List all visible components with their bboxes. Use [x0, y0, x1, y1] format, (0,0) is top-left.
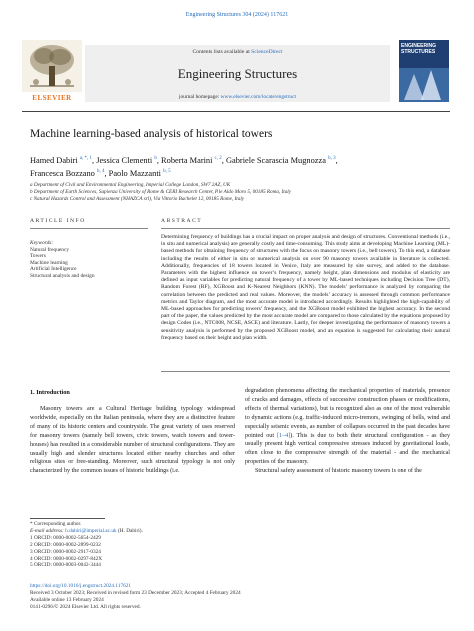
keywords-label: Keywords:	[30, 240, 54, 246]
journal-title: Engineering Structures	[177, 66, 298, 81]
author-name[interactable]: Jessica Clementi	[96, 155, 153, 165]
homepage-link[interactable]: www.elsevier.com/locate/engstruct	[220, 94, 297, 100]
author-name[interactable]: Francesca Bozzano	[30, 168, 95, 178]
author-separator: ,	[156, 155, 162, 165]
corresponding-author-note: * Corresponding author.	[30, 521, 82, 527]
keyword-item: Structural analysis and design	[30, 272, 95, 279]
author-sup[interactable]: a, *, 1	[79, 156, 93, 161]
affiliation: b Department of Earth Sciences, Sapienza University of Rome & CERI Research Center, P.le Aldo Moro 5, 00185 Roma, Italy	[30, 189, 292, 195]
author-name[interactable]: Hamed Dabiri	[30, 155, 78, 165]
introduction-paragraph: Structural safety assessment of historic masonry towers is one of the	[255, 468, 422, 475]
abstract-rule	[161, 228, 450, 229]
keyword-item: Natural frequency	[30, 246, 70, 253]
author-sup[interactable]: b, 5	[163, 168, 171, 174]
author-separator: ,	[104, 168, 109, 178]
abstract-bottom-rule	[161, 371, 450, 372]
journal-homepage	[85, 94, 390, 100]
email-link[interactable]: h.dabiri@imperial.ac.uk	[65, 527, 117, 534]
keyword-item: Towers	[30, 253, 46, 260]
keywords-block	[30, 240, 95, 280]
affiliation: c Natural Hazards Control and Assessment (NHAZCA srl), Via Vittorio Bachelet 12, 00185 Rome, Italy	[30, 196, 245, 202]
footnote-divider	[30, 518, 105, 519]
article-info-rule	[30, 228, 148, 229]
keyword-item: Artificial Intelligence	[30, 266, 77, 273]
author-sup[interactable]: b, 4	[96, 168, 105, 174]
section-heading-introduction: 1. Introduction	[30, 389, 70, 396]
introduction-left-column: Masonry towers are a Cultural Heritage building typology widespread worldwide, especially on the Italian peninsula, where they are a distinctive feature of many of its historic centers and countryside. The great variety of uses reserved for masonry towers (namely bell towers, civic towers, watch towers and tower-houses) has resulted in a considerable number of structural configurations. They are usually high and slender structures located either nearby churches and other religious sites or free-standing. Moreover, such structural typology is not only characterized by the common issues of historic buildings (i.e.	[30, 406, 235, 475]
publisher-name: ELSEVIER	[32, 94, 72, 102]
affiliation: a Department of Civil and Environmental Engineering, Imperial College London, SW7 2AZ, UK	[30, 182, 231, 188]
article-metadata	[30, 583, 241, 611]
homepage-prefix: journal homepage:	[178, 94, 221, 100]
cover-title-line2: STRUCTURES	[401, 48, 436, 55]
author-separator: ,	[92, 155, 97, 165]
introduction-text: degradation phenomena affecting the mechanical properties of materials, presence of cracks and damages, effects of successive construction phases or modifications, effects of thermal variations), but is recognized also as one of the most vulnerable to dynamic actions (e.g. traffic-induced micro-tremors, swinging of bells, wind and especially seismic events, as number of collapses occurred in the past decades have pointed out	[245, 388, 450, 439]
received-dates: Received 3 October 2023; Received in revised form 23 December 2023; Accepted 4 February 2024	[30, 589, 241, 596]
sciencedirect-link[interactable]: ScienceDirect	[251, 49, 283, 55]
orcid-note: 5 ORCID: 0000-0003-0042-3444	[30, 562, 101, 569]
orcid-note: 1 ORCID: 0000-0002-5654-2429	[30, 534, 101, 541]
cover-title-line1: ENGINEERING	[401, 43, 437, 49]
available-online: Available online 13 February 2024	[30, 596, 104, 603]
footnotes	[30, 521, 143, 569]
article-title: Machine learning-based analysis of historical towers	[30, 128, 273, 140]
email-line	[30, 528, 143, 535]
orcid-note: 2 ORCID: 0000-0002-2899-0232	[30, 541, 101, 548]
contents-prefix: Contents lists available at	[192, 49, 252, 55]
author-name[interactable]: Roberta Marini	[161, 155, 213, 165]
article-info-heading: ARTICLE INFO	[30, 218, 86, 224]
contents-line	[85, 49, 390, 55]
author-list	[30, 153, 450, 179]
author-name[interactable]: Gabriele Scarascia Mugnozza	[225, 155, 326, 165]
journal-reference[interactable]: Engineering Structures 304 (2024) 117621	[185, 12, 289, 18]
author-sup[interactable]: b, 3	[328, 156, 336, 161]
elsevier-tree-logo-icon	[22, 40, 82, 102]
author-separator: ,	[335, 155, 338, 165]
orcid-note: 4 ORCID: 0000-0002-0297-842X	[30, 555, 103, 562]
author-sup[interactable]: c, 2	[214, 156, 222, 161]
introduction-text: ). This is due to both their structural configuration - as they usually present high vertical compressive stresses induced by gravitational loads, often close to the compressive strength of the material - and the mechanical properties of the masonry.	[245, 432, 450, 466]
email-label: E-mail address:	[30, 527, 66, 534]
abstract-heading: ABSTRACT	[161, 218, 203, 224]
author-sup[interactable]: b	[154, 156, 157, 161]
author-name[interactable]: Paolo Mazzanti	[108, 168, 161, 178]
author-separator: ,	[221, 155, 226, 165]
doi-link[interactable]: https://doi.org/10.1016/j.engstruct.2024.117621	[30, 583, 132, 589]
email-suffix: (H. Dabiri).	[116, 527, 143, 534]
header-divider	[22, 111, 450, 112]
copyright: 0141-0296/© 2024 Elsevier Ltd. All rights reserved.	[30, 603, 141, 610]
orcid-note: 3 ORCID: 0000-0002-2917-0324	[30, 548, 101, 555]
cover-title	[401, 44, 447, 55]
keyword-item: Machine learning	[30, 259, 68, 266]
citation-link[interactable]: [1–4]	[276, 432, 291, 439]
abstract-text: Determining frequency of buildings has a crucial impact on proper analysis and design of structures. Conventional methods (i.e., in situ and numerical analysis) are generally costly and time-consuming. This study aims at developing Machine Learning (ML)-based methods for obtaining frequency of structures with the focus on masonry towers (i.e., bell towers). To this end, a database including the results of either in situ or numerical analysis on over 90 masonry towers available in literature is collected. Additionally, frequencies of 18 towers located in Venice, Italy are measured by site survey, and added to the database. Parameters with the highest influence on tower’s frequency, namely height, plan dimensions and modulus of elasticity are defined as input variables for predicting natural frequency of a tower by ML-based techniques including Decision Tree (DT), Random Forest (RF), XGBoost and K-Nearest Neighbors (KNN). The models’ performance is analyzed by comparing the correlation between the predicted and real values. Moreover, the models’ accuracy is assessed through common performance metrics and Taylor diagram, and the most accurate model is introduced accordingly. Results highlighted the high-capability of ML-based approaches for predicting towers’ frequency, and the XGBoost model exhibited the highest accuracy. In the second part of the paper, the values predicted by the most accurate model are compared to those calculated by the equations proposed by design Codes (i.e., NTC008, NCSE, ASCE) and literature. Lastly, for deeper investigating the performance of masonry towers a sensitivity analysis is performed by the proposed XGBoost model, and an equation is suggested for calculating their natural frequency based on their height and plan width.	[161, 234, 450, 341]
introduction-right-column	[245, 387, 450, 476]
